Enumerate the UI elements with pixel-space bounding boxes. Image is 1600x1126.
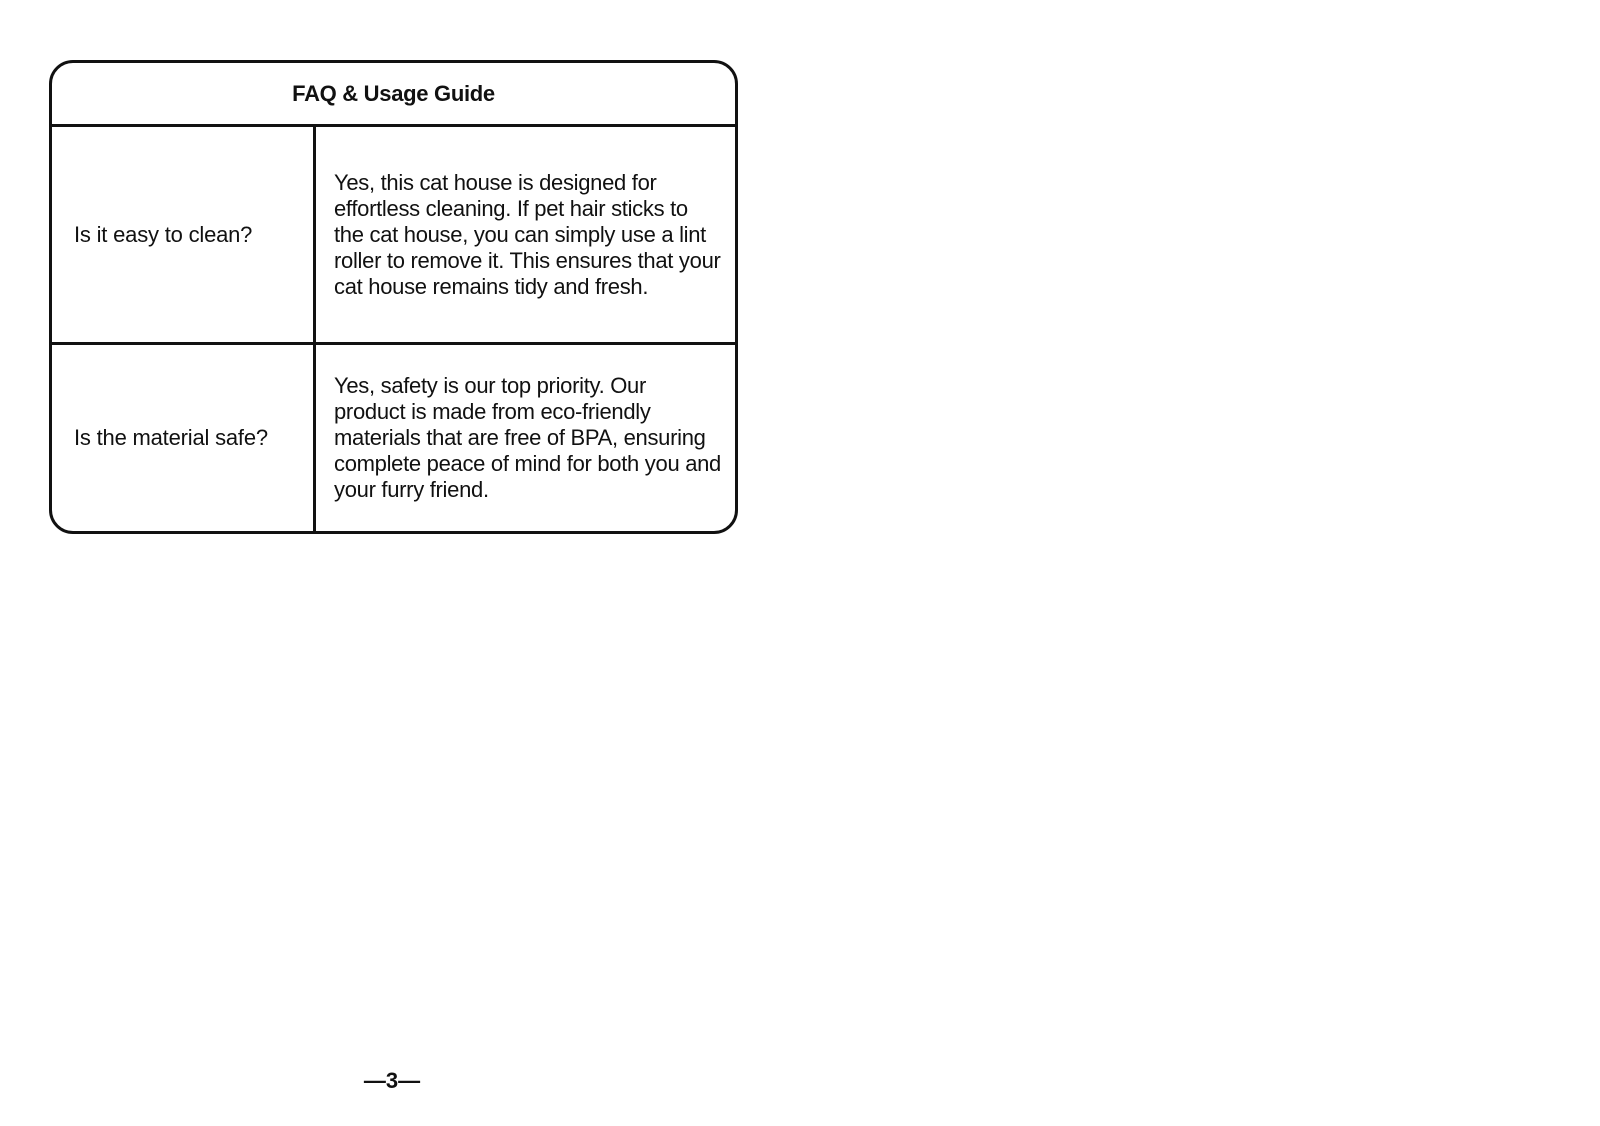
faq-table: [49, 60, 738, 534]
page-number: —3—: [363, 1068, 421, 1093]
faq-title: FAQ & Usage Guide: [52, 63, 735, 127]
faq-row: [52, 345, 735, 531]
faq-answer: Yes, safety is our top priority. Our product is made from eco-friendly materials that are free of BPA, ensuring complete peace of mind for both you and your furry friend.: [334, 373, 721, 502]
faq-question: Is it easy to clean?: [52, 127, 316, 342]
faq-question: Is the material safe?: [52, 345, 316, 531]
faq-answer: Yes, this cat house is designed for effortless cleaning. If pet hair sticks to the cat house, you can simply use a lint roller to remove it. This ensures that your cat house remains tidy and fresh.: [334, 169, 721, 299]
faq-row: [52, 127, 735, 345]
